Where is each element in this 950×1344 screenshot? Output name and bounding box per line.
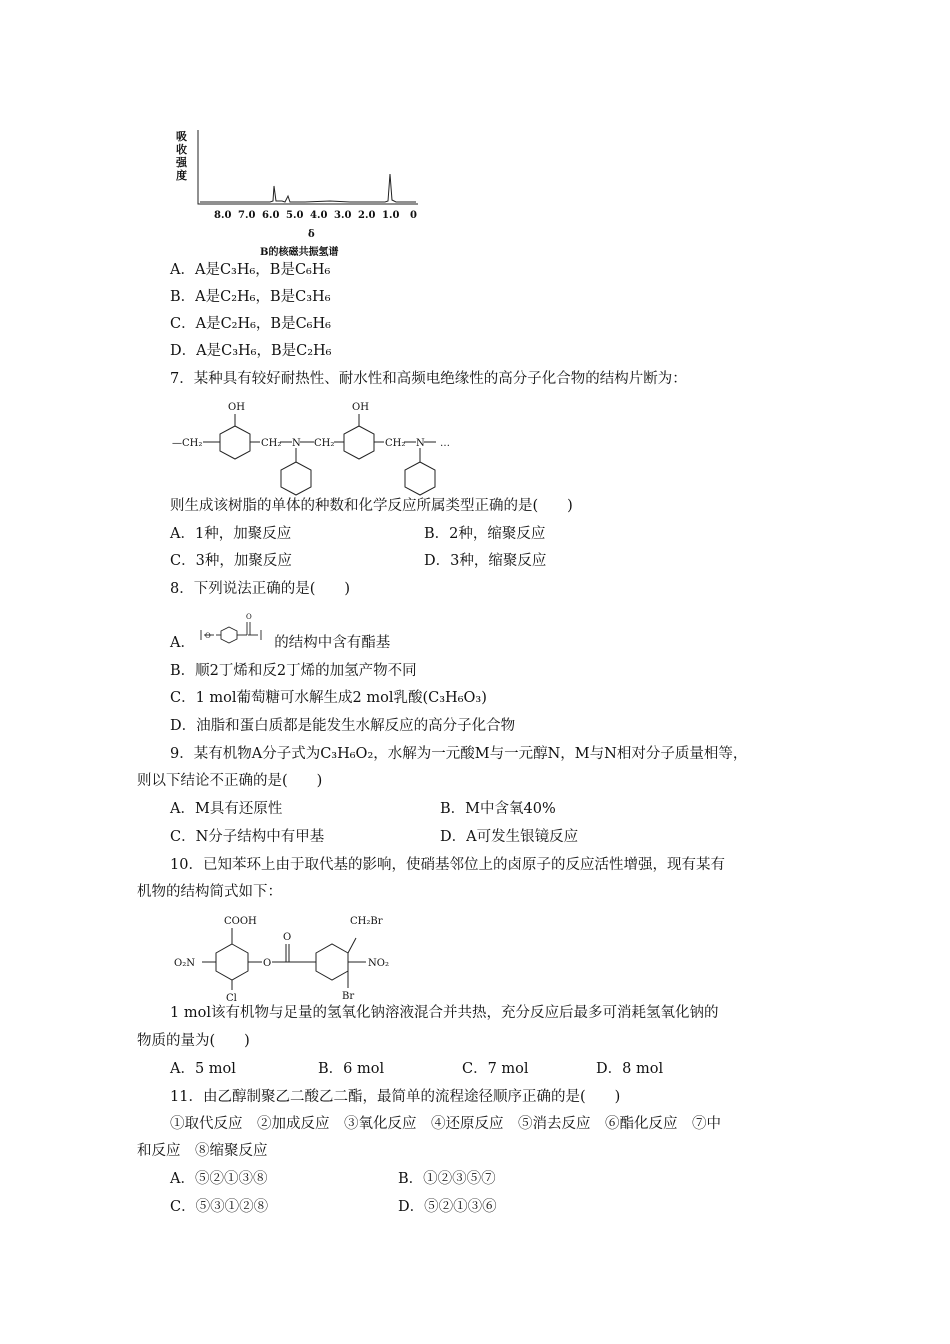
q8-polyester-structure	[196, 610, 266, 652]
q8-stem: 8．下列说法正确的是( )	[170, 581, 351, 597]
q11-steps-line2: 和反应 ⑧缩聚反应	[137, 1143, 268, 1159]
ch2-label: CH₂	[261, 438, 282, 449]
q7-stem: 7．某种具有较好耐热性、耐水性和高频电绝缘性的高分子化合物的结构片断为：	[170, 371, 687, 387]
br-label: Br	[342, 991, 355, 1002]
q8-option-d: D．油脂和蛋白质都是能发生水解反应的高分子化合物	[170, 718, 516, 734]
continuation-dots: …	[440, 438, 450, 449]
q10-option-a: A．5 mol	[170, 1061, 236, 1077]
q11-stem: 11．由乙醇制聚乙二酸乙二酯，最简单的流程途径顺序正确的是( )	[170, 1089, 621, 1105]
benzene-ring	[316, 944, 348, 980]
q7-option-c: C．3种，加聚反应	[170, 553, 292, 569]
q8-option-a-prefix: A．	[170, 635, 195, 651]
benzene-ring	[344, 426, 374, 459]
nmr-spectrum-trace	[200, 174, 416, 202]
nmr-tick-label: 6.0	[262, 210, 280, 221]
q10-option-b: B．6 mol	[318, 1061, 385, 1077]
n-label: N	[416, 438, 425, 449]
q6-option-c: C．A是C₂H₆，B是C₆H₆	[170, 316, 331, 332]
benzene-ring	[281, 462, 311, 495]
nmr-xlabel: δ	[308, 229, 315, 240]
q11-option-b: B．①②③⑤⑦	[398, 1171, 496, 1187]
q9-stem-line1: 9．某有机物A分子式为C₃H₆O₂，水解为一元酸M与一元醇N，M与N相对分子质量相等，	[170, 746, 748, 762]
nmr-tick-label: 0	[410, 210, 417, 221]
nmr-ylabel-char: 收	[176, 143, 187, 156]
q11-option-c: C．⑤③①②⑧	[170, 1199, 269, 1215]
q7-option-d: D．3种，缩聚反应	[424, 553, 547, 569]
nmr-tick-label: 3.0	[334, 210, 352, 221]
q8-option-c: C．1 mol葡萄糖可水解生成2 mol乳酸(C₃H₆O₃)	[170, 690, 487, 706]
nmr-spectrum-figure	[170, 122, 430, 262]
no2-label: O₂N	[174, 958, 195, 969]
q6-option-d: D．A是C₃H₆，B是C₂H₆	[170, 343, 332, 359]
benzene-ring	[220, 426, 250, 459]
q9-stem-line2: 则以下结论不正确的是( )	[137, 773, 323, 789]
nmr-ylabel-char: 吸	[176, 130, 187, 143]
q9-option-c: C．N分子结构中有甲基	[170, 829, 325, 845]
q6-option-a: A．A是C₃H₆，B是C₆H₆	[170, 262, 331, 278]
oxygen-label: O	[283, 932, 292, 943]
no2-label: NO₂	[368, 958, 389, 969]
q7-option-a: A．1种，加聚反应	[170, 526, 292, 542]
q8-option-a-suffix: 的结构中含有酯基	[274, 635, 391, 651]
oh-label: OH	[352, 402, 369, 413]
nmr-tick-label: 4.0	[310, 210, 328, 221]
n-label: N	[292, 438, 301, 449]
nmr-tick-label: 7.0	[238, 210, 256, 221]
q10-stem-line1: 10．已知苯环上由于取代基的影响，使硝基邻位上的卤原子的反应活性增强，现有某有	[170, 857, 725, 873]
q9-option-a: A．M具有还原性	[170, 801, 283, 817]
cooh-label: COOH	[224, 916, 257, 927]
nmr-ylabel-char: 强	[176, 156, 187, 169]
nmr-tick-label: 1.0	[382, 210, 400, 221]
nmr-axes	[198, 130, 418, 204]
q10-option-c: C．7 mol	[462, 1061, 529, 1077]
benzene-ring	[405, 462, 435, 495]
q7-polymer-structure	[170, 396, 470, 498]
oh-label: OH	[228, 402, 245, 413]
q10-molecule-structure	[170, 908, 420, 1004]
ch2br-label: CH₂Br	[350, 916, 383, 927]
q7-question: 则生成该树脂的单体的种数和化学反应所属类型正确的是( )	[170, 498, 573, 514]
oxygen-label: O	[246, 613, 252, 621]
nmr-tick-label: 2.0	[358, 210, 376, 221]
q11-option-a: A．⑤②①③⑧	[170, 1171, 268, 1187]
nmr-ylabel-char: 度	[176, 169, 187, 182]
cl-label: Cl	[226, 993, 237, 1004]
q8-option-b: B．顺2丁烯和反2丁烯的加氢产物不同	[170, 663, 417, 679]
q10-stem-line2: 机物的结构简式如下：	[137, 884, 282, 900]
benzene-ring	[221, 627, 237, 643]
q9-option-d: D．A可发生银镜反应	[440, 829, 579, 845]
q6-option-b: B．A是C₂H₆，B是C₃H₆	[170, 289, 331, 305]
q9-option-b: B．M中含氧40%	[440, 801, 556, 817]
q11-steps-line1: ①取代反应 ②加成反应 ③氧化反应 ④还原反应 ⑤消去反应 ⑥酯化反应 ⑦中	[170, 1116, 721, 1132]
oxygen-label: O	[205, 632, 211, 640]
q10-option-d: D．8 mol	[596, 1061, 664, 1077]
nmr-tick-label: 5.0	[286, 210, 304, 221]
benzene-ring	[216, 944, 248, 980]
ch2-label: —CH₂	[172, 438, 203, 449]
ch2-label: CH₂	[385, 438, 406, 449]
q7-option-b: B．2种，缩聚反应	[424, 526, 546, 542]
ch2-label: CH₂	[314, 438, 335, 449]
q11-option-d: D．⑤②①③⑥	[398, 1199, 497, 1215]
oxygen-label: O	[263, 958, 272, 969]
nmr-tick-label: 8.0	[214, 210, 232, 221]
q10-question-line2: 物质的量为( )	[137, 1033, 250, 1049]
q10-question-line1: 1 mol该有机物与足量的氢氧化钠溶液混合并共热，充分反应后最多可消耗氢氧化钠的	[170, 1005, 719, 1021]
nmr-caption: B的核磁共振氢谱	[260, 247, 339, 258]
